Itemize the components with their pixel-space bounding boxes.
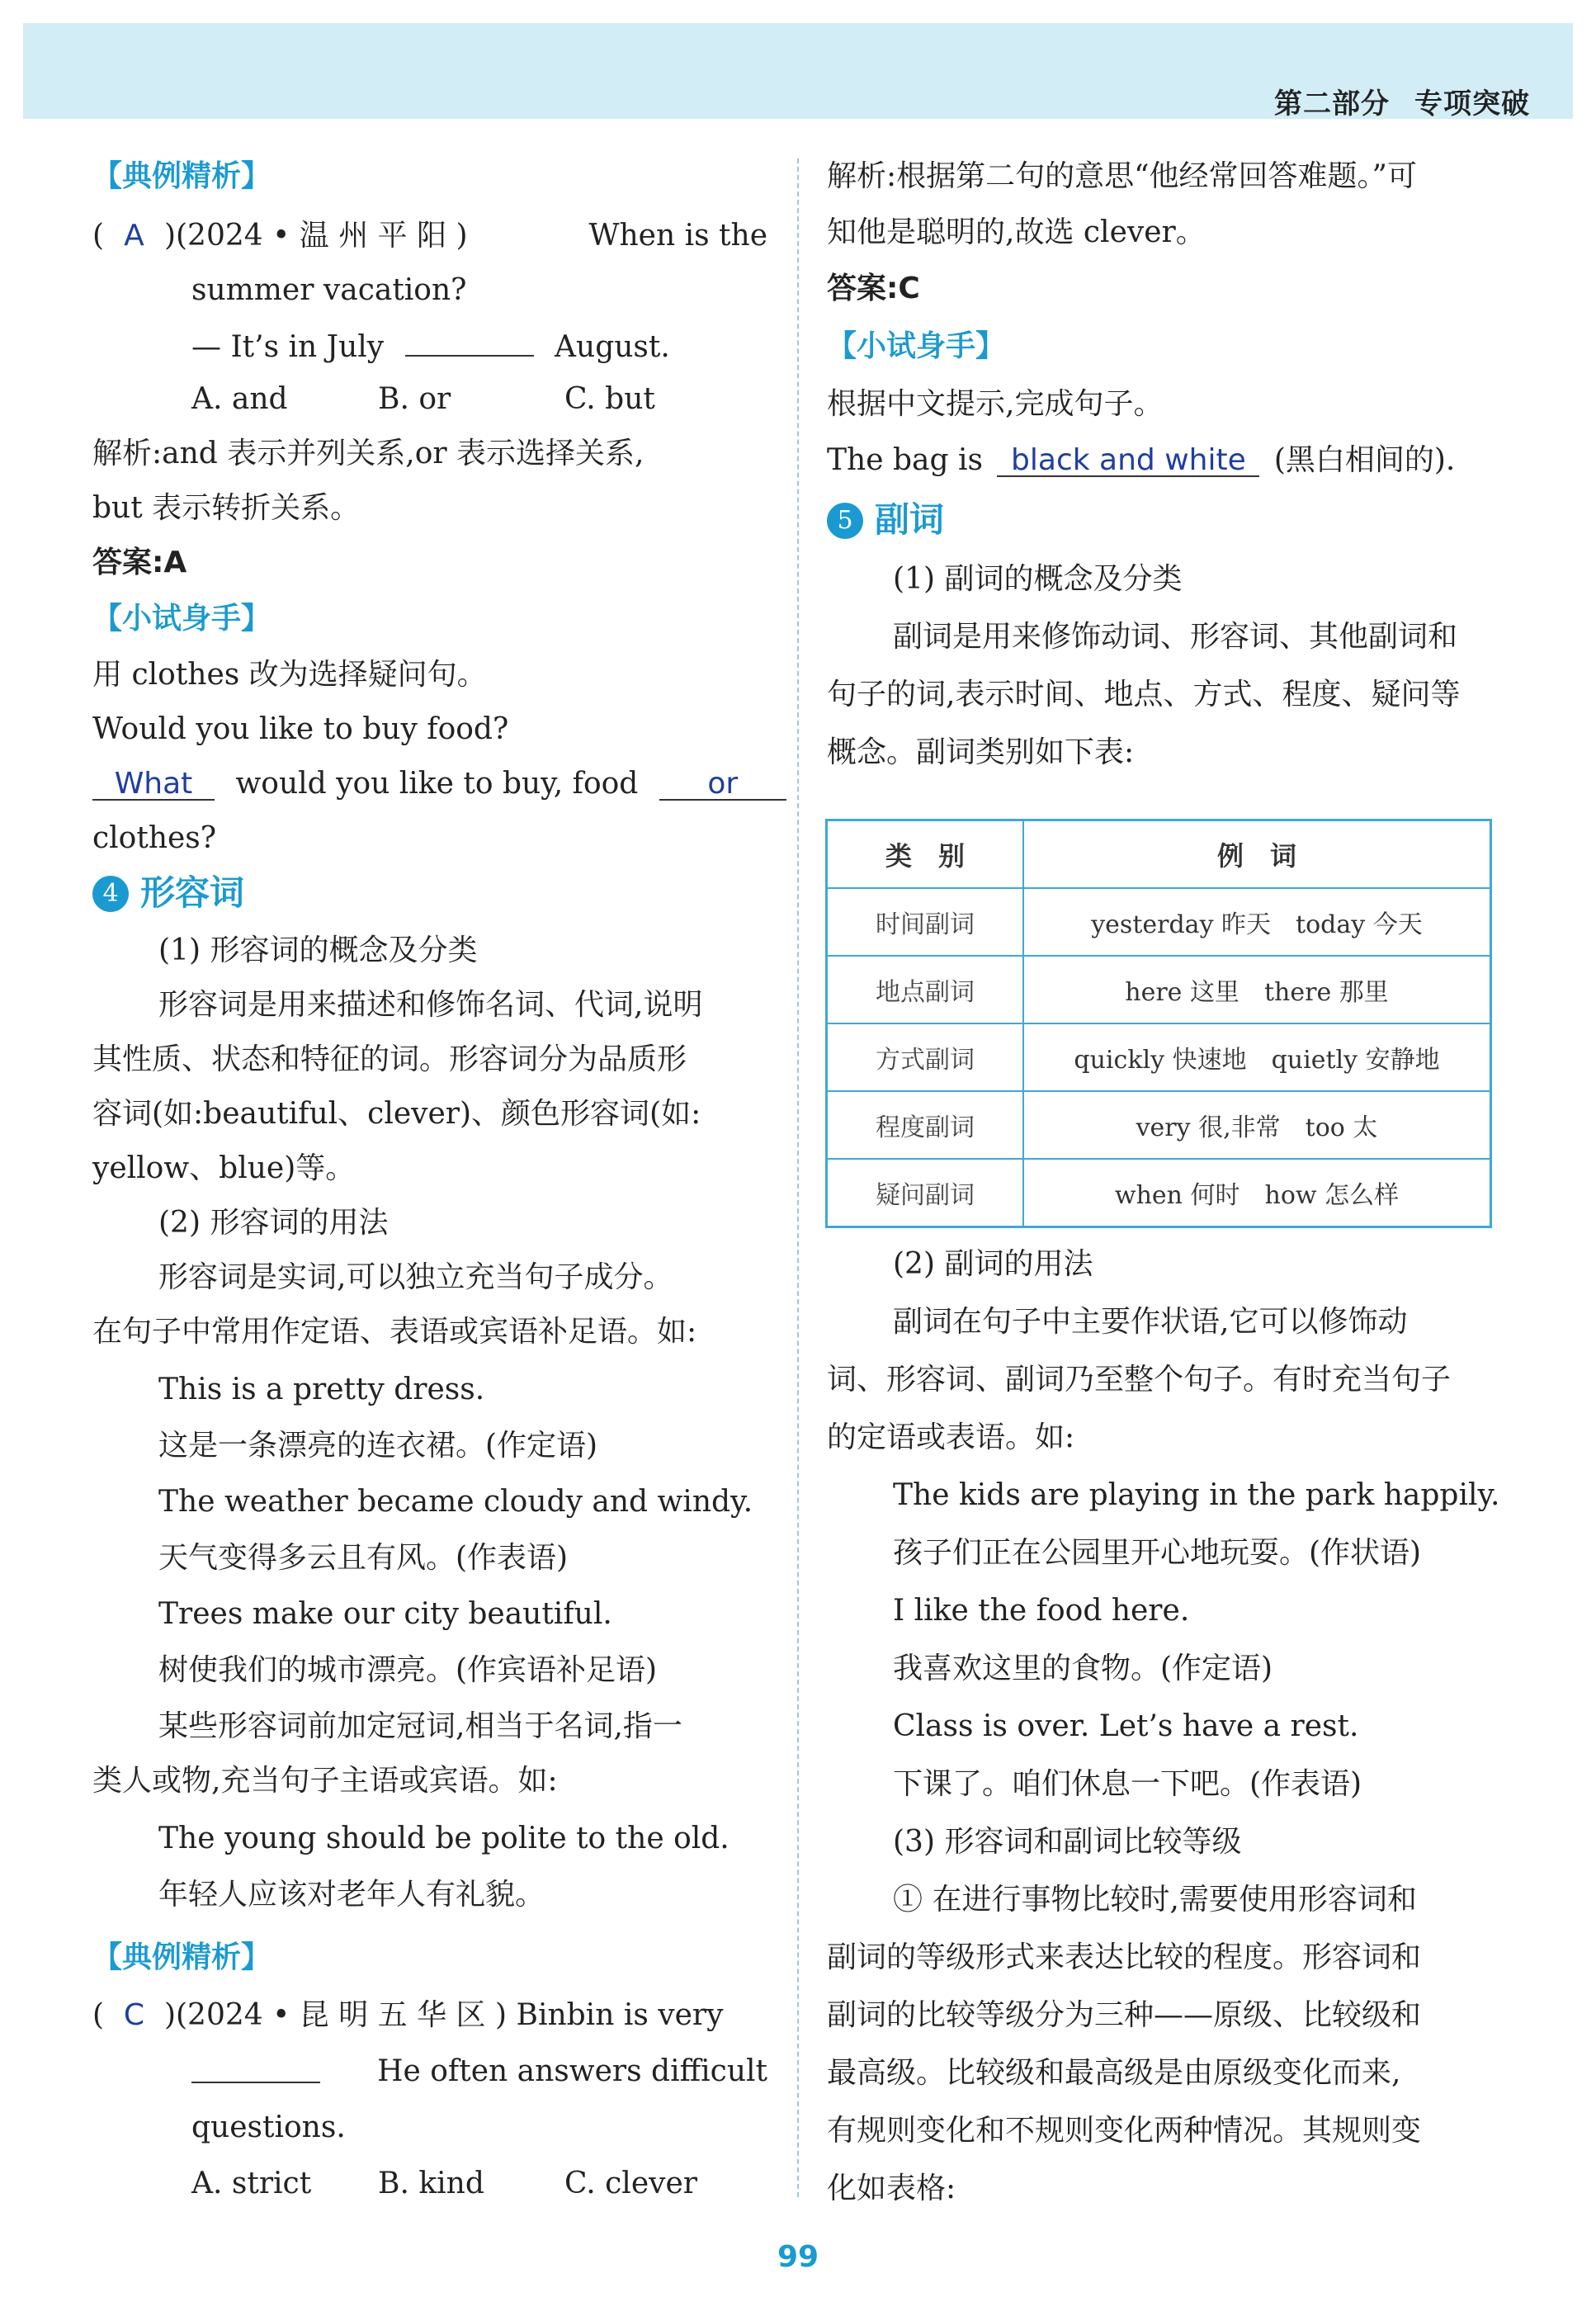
header-breadcrumb	[1249, 81, 1530, 121]
practice-answer-line	[92, 764, 786, 804]
options-row	[191, 380, 655, 419]
subheading: (2) 副词的用法	[893, 1247, 1093, 1281]
paragraph-line: 容词(如:beautiful、clever)、颜色形容词(如:	[92, 1097, 701, 1131]
example-en: The weather became cloudy and windy.	[158, 1485, 753, 1519]
section-title: 形容词	[140, 872, 245, 913]
example-cn: 我喜欢这里的食物。(作定语)	[893, 1652, 1273, 1685]
question-line-2	[191, 2052, 767, 2094]
practice-tag: 【小试身手】	[92, 602, 272, 636]
option-c[interactable]: C. clever	[564, 2167, 697, 2200]
practice-blank-1[interactable]: What	[92, 769, 215, 801]
table-header-category: 类 别	[827, 820, 1024, 889]
table-cell-category: 程度副词	[827, 1091, 1024, 1159]
analysis-line-2: but 表示转折关系。	[92, 491, 361, 525]
option-c[interactable]: C. but	[564, 382, 655, 416]
example-cn: 年轻人应该对老年人有礼貌。	[158, 1878, 545, 1912]
example-cn: 孩子们正在公园里开心地玩耍。(作状语)	[893, 1536, 1422, 1570]
subheading: (2) 形容词的用法	[158, 1206, 389, 1240]
adverb-table	[825, 819, 1492, 1228]
example-cn: 树使我们的城市漂亮。(作宾语补足语)	[158, 1653, 658, 1687]
option-a[interactable]: A. strict	[191, 2167, 312, 2200]
paragraph-line: 词、形容词、副词乃至整个句子。有时充当句子	[827, 1363, 1452, 1397]
example-cn: 下课了。咱们休息一下吧。(作表语)	[893, 1767, 1362, 1801]
practice-sentence: Would you like to buy food?	[92, 712, 509, 746]
paragraph-line: 的定语或表语。如:	[827, 1420, 1075, 1454]
paragraph-line: 在句子中常用作定语、表语或宾语补足语。如:	[92, 1315, 697, 1349]
practice-blank-2[interactable]: or	[659, 769, 786, 801]
question-source: )(2024 • 温 州 平 阳 )	[163, 219, 468, 253]
analysis-line-1: 解析:and 表示并列关系,or 表示选择关系,	[92, 437, 645, 470]
question-line-3-a: — It’s in July	[191, 330, 385, 364]
table-cell-examples: quickly 快速地 quietly 安静地	[1023, 1023, 1491, 1091]
table-cell-category: 疑问副词	[827, 1159, 1024, 1227]
table-cell-examples: very 很,非常 too 太	[1023, 1091, 1491, 1159]
table-row	[827, 1091, 1491, 1159]
practice-mid-text: would you like to buy, food	[235, 767, 639, 801]
practice-text-a: The bag is	[827, 443, 983, 477]
table-cell-examples: yesterday 昨天 today 今天	[1023, 888, 1491, 956]
question-line-3: questions.	[191, 2110, 346, 2144]
option-b[interactable]: B. kind	[378, 2167, 484, 2200]
paragraph-line: 类人或物,充当句子主语或宾语。如:	[92, 1764, 558, 1798]
paragraph-line: 形容词是用来描述和修饰名词、代词,说明	[158, 988, 703, 1022]
section-4-heading	[92, 873, 244, 915]
paragraph-line: 某些形容词前加定冠词,相当于名词,指一	[158, 1709, 682, 1743]
table-row	[827, 956, 1491, 1023]
table-cell-examples: when 何时 how 怎么样	[1023, 1159, 1491, 1227]
paragraph-line: 有规则变化和不规则变化两种情况。其规则变	[827, 2114, 1422, 2148]
answer-choice: A	[124, 219, 144, 253]
example-tag: 【典例精析】	[92, 159, 272, 193]
example-en: The young should be polite to the old.	[158, 1822, 730, 1855]
answer-key: 答案:A	[92, 546, 187, 579]
analysis-line-1: 解析:根据第二句的意思“他经常回答难题。”可	[827, 159, 1417, 193]
practice-instruction: 用 clothes 改为选择疑问句。	[92, 658, 487, 692]
example-en: Class is over. Let’s have a rest.	[893, 1709, 1359, 1743]
header-part: 第二部分	[1274, 87, 1390, 121]
question-source: )(2024 • 昆 明 五 华 区 ) Binbin is very	[163, 1998, 724, 2032]
paren-open: (	[92, 1998, 105, 2032]
question-line-2-b: He often answers difficult	[377, 2054, 767, 2088]
option-a[interactable]: A. and	[191, 382, 288, 416]
question-line-3	[191, 325, 670, 367]
table-header-examples: 例 词	[1023, 820, 1491, 889]
analysis-line-2: 知他是聪明的,故选 clever。	[827, 215, 1206, 249]
table-row	[827, 888, 1491, 956]
practice-end: clothes?	[92, 821, 217, 855]
paragraph-line: 最高级。比较级和最高级是由原级变化而来,	[827, 2056, 1401, 2090]
options-row	[191, 2164, 697, 2204]
paragraph-line: 其性质、状态和特征的词。形容词分为品质形	[92, 1042, 687, 1076]
question-text: When is the	[588, 219, 767, 253]
answer-choice: C	[123, 1998, 145, 2032]
section-number-badge: 5	[827, 503, 863, 539]
paragraph-line: 副词是用来修饰动词、形容词、其他副词和	[893, 620, 1458, 654]
table-row	[827, 1159, 1491, 1227]
example-en: The kids are playing in the park happily.	[893, 1478, 1500, 1512]
paragraph-line: 化如表格:	[827, 2172, 956, 2205]
answer-key: 答案:C	[827, 272, 920, 305]
practice-instruction: 根据中文提示,完成句子。	[827, 387, 1164, 421]
section-number-badge: 4	[92, 876, 129, 912]
table-row	[827, 1023, 1491, 1091]
example-en: Trees make our city beautiful.	[158, 1597, 612, 1631]
example-en: This is a pretty dress.	[158, 1373, 485, 1406]
paragraph-line: 副词的比较等级分为三种——原级、比较级和	[827, 1998, 1422, 2032]
page-number: 99	[777, 2240, 819, 2274]
practice-blank[interactable]: black and white	[997, 446, 1259, 477]
example-cn: 天气变得多云且有风。(作表语)	[158, 1541, 569, 1575]
paragraph-line: yellow、blue)等。	[92, 1151, 356, 1185]
question-line-3-b: August.	[555, 330, 670, 364]
example-cn: 这是一条漂亮的连衣裙。(作定语)	[158, 1429, 598, 1463]
paragraph-line: 形容词是实词,可以独立充当句子成分。	[158, 1260, 673, 1294]
section-5-heading	[827, 500, 944, 542]
paragraph-line: 副词的等级形式来表达比较的程度。形容词和	[827, 1940, 1422, 1974]
subheading: (3) 形容词和副词比较等级	[893, 1825, 1242, 1859]
subheading: (1) 副词的概念及分类	[893, 562, 1183, 596]
section-title: 副词	[875, 499, 945, 540]
practice-tag: 【小试身手】	[827, 329, 1006, 363]
paragraph-line: ① 在进行事物比较时,需要使用形容词和	[893, 1883, 1417, 1917]
table-header-row	[827, 820, 1491, 889]
paragraph-line: 副词在句子中主要作状语,它可以修饰动	[893, 1305, 1408, 1339]
table-cell-category: 地点副词	[827, 956, 1024, 1023]
example-question-1	[92, 216, 767, 256]
page-header	[23, 23, 1573, 119]
paragraph-line: 句子的词,表示时间、地点、方式、程度、疑问等	[827, 678, 1461, 711]
table-cell-examples: here 这里 there 那里	[1023, 956, 1491, 1023]
column-divider	[797, 158, 799, 2197]
option-b[interactable]: B. or	[378, 382, 451, 416]
table-cell-category: 方式副词	[827, 1023, 1024, 1091]
practice-text-b: (黑白相间的).	[1273, 443, 1456, 477]
question-line-2: summer vacation?	[191, 273, 467, 307]
paren-open: (	[92, 219, 105, 253]
table-cell-category: 时间副词	[827, 888, 1024, 956]
header-topic: 专项突破	[1414, 87, 1530, 121]
example-tag: 【典例精析】	[92, 1940, 272, 1974]
example-en: I like the food here.	[893, 1594, 1190, 1628]
example-question-2	[92, 1996, 767, 2035]
paragraph-line: 概念。副词类别如下表:	[827, 735, 1135, 769]
answer-blank[interactable]	[405, 325, 534, 357]
subheading: (1) 形容词的概念及分类	[158, 933, 478, 967]
practice-answer-line	[827, 441, 1455, 480]
answer-blank[interactable]	[191, 2052, 320, 2083]
